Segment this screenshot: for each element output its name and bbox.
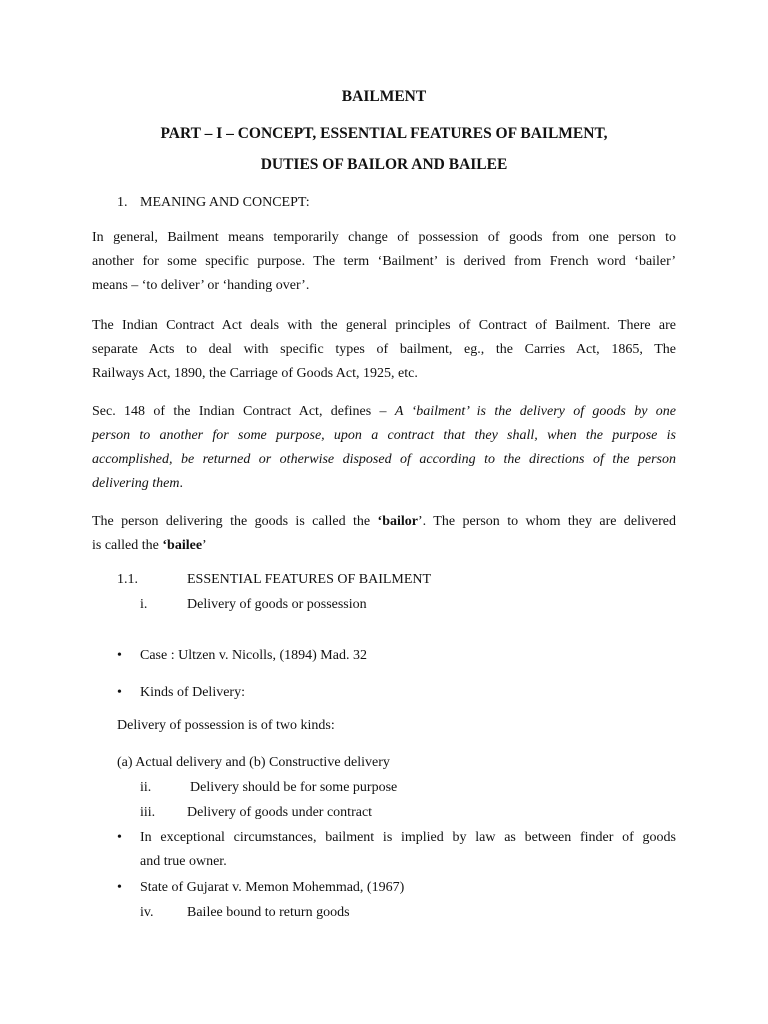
paragraph-line [92,400,676,424]
item-ii-number: ii. [140,780,152,795]
paragraph-definition [92,400,676,496]
bullet-icon: • [117,830,122,845]
delivery-kinds-text: Delivery of possession is of two kinds: [117,718,335,733]
subsection-1-1-heading: ESSENTIAL FEATURES OF BAILMENT [187,572,432,587]
text-run: The person delivering the goods is called the [92,514,378,529]
paragraph-line [92,472,676,496]
bullet-case-text: Case : Ultzen v. Nicolls, (1894) Mad. 32 [140,648,367,663]
item-iv-label: Bailee bound to return goods [187,905,350,920]
paragraph-line: accomplished, be returned or otherwise disposed of according to the directions of the person [92,452,676,467]
item-i-number: i. [140,597,148,612]
definition-end: delivering them [92,476,180,491]
document-title: BAILMENT [341,88,427,105]
part-heading-line1: PART – I – CONCEPT, ESSENTIAL FEATURES OF BAILMENT, [160,125,608,142]
bullet-icon: • [117,880,122,895]
bullet-kinds-text: Kinds of Delivery: [140,685,245,700]
paragraph-meaning [92,226,676,298]
paragraph-line: and true owner. [140,854,227,869]
subsection-1-1-number: 1.1. [117,572,138,587]
term-bailor: ‘bailor [377,514,418,529]
definition-lead: Sec. 148 of the Indian Contract Act, defines – [92,404,395,419]
paragraph-line: another for some specific purpose. The term ‘Bailment’ is derived from French word ‘bailer’ [92,254,676,269]
text-run: ’. The person to whom they are delivered [417,514,677,529]
text-run: is called the [92,538,163,553]
bullet-icon: • [117,685,122,700]
definition-quote: A ‘bailment’ is the delivery of goods by one [394,404,676,419]
bullet-state-case-text: State of Gujarat v. Memon Mohemmad, (1967) [140,880,405,895]
paragraph-line [92,510,676,534]
item-i-label: Delivery of goods or possession [187,597,367,612]
item-iii-label: Delivery of goods under contract [187,805,373,820]
delivery-types-text: (a) Actual delivery and (b) Constructive delivery [117,755,390,770]
bullet-exceptional-text [140,826,676,874]
paragraph-line: In general, Bailment means temporarily change of possession of goods from one person to [92,230,676,245]
item-iii-number: iii. [140,805,156,820]
paragraph-line: means – ‘to deliver’ or ‘handing over’. [92,278,310,293]
term-bailee: ‘bailee [162,538,203,553]
paragraph-line: The Indian Contract Act deals with the general principles of Contract of Bailment. There are [92,318,676,333]
bullet-icon: • [117,648,122,663]
item-iv-number: iv. [140,905,154,920]
definition-period: . [179,476,183,491]
paragraph-contract-act [92,314,676,386]
paragraph-line: Railways Act, 1890, the Carriage of Goods Act, 1925, etc. [92,366,418,381]
text-run: ’ [202,538,207,553]
section-1-heading: MEANING AND CONCEPT: [140,195,310,210]
paragraph-bailor-bailee [92,510,676,558]
part-heading-line2: DUTIES OF BAILOR AND BAILEE [260,156,508,173]
paragraph-line: separate Acts to deal with specific types of bailment, eg., the Carries Act, 1865, The [92,342,676,357]
paragraph-line: person to another for some purpose, upon a contract that they shall, when the purpose is [92,428,676,443]
paragraph-line [92,534,676,558]
item-ii-label: Delivery should be for some purpose [190,780,398,795]
section-1-number: 1. [117,195,128,210]
paragraph-line: In exceptional circumstances, bailment is implied by law as between finder of goods [140,830,676,845]
